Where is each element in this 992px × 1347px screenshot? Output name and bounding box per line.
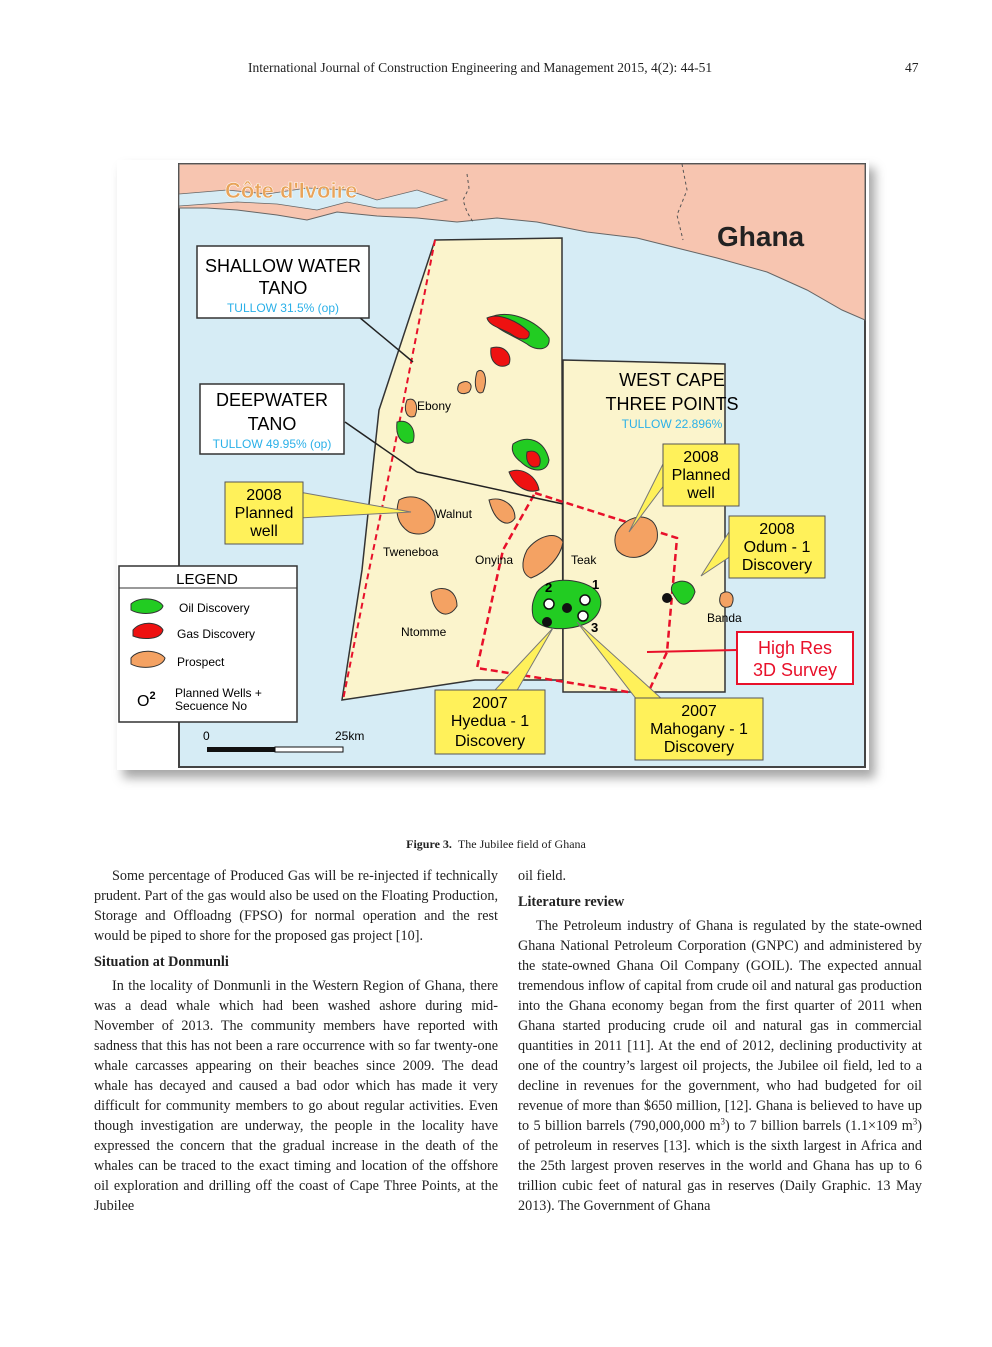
hyedua-l2: Hyedua - 1	[450, 713, 530, 730]
well-hyedua	[542, 617, 552, 627]
figure-caption-text: The Jubilee field of Ghana	[457, 837, 586, 851]
planned-well-3	[578, 611, 588, 621]
planned-right-l1: 2008	[683, 449, 719, 466]
legend-prospect-label: Prospect	[177, 655, 225, 669]
field-label-walnut: Walnut	[435, 507, 472, 521]
prospect-small-2	[475, 370, 485, 392]
ghana-label: Ghana	[717, 221, 805, 252]
field-label-onyina: Onyina	[475, 553, 514, 567]
scale-end: 25km	[335, 729, 365, 743]
survey-l1: High Res	[757, 638, 833, 658]
scale-bar-half	[275, 747, 343, 752]
odum-l2: Odum - 1	[743, 539, 811, 556]
wctp-line1: WEST CAPE	[619, 370, 725, 390]
prospect-ebony	[405, 399, 416, 417]
well-mahogany	[562, 603, 572, 613]
wctp-operator: TULLOW 22.896%	[621, 417, 723, 431]
figure-caption	[0, 837, 992, 852]
heading-situation-donmunli: Situation at Donmunli	[94, 954, 229, 970]
figure-label: Figure 3.	[406, 837, 452, 851]
shallow-operator: TULLOW 31.5% (op)	[226, 301, 340, 315]
paragraph-oil-field: oil field.	[518, 868, 567, 884]
petroleum-text-b: ) to 7 billion barrels (1.1×109 m	[725, 1118, 913, 1134]
prospect-small-1	[458, 382, 471, 394]
left-column	[94, 866, 498, 1216]
legend-planned-line1: Planned Wells +	[175, 686, 262, 700]
odum-l1: 2008	[759, 521, 795, 538]
petroleum-text-c: ) of petroleum in reserves [13]. which is the sixth largest in Africa and the 25th largest proven reserves in the world and Ghana has up to 6 trillion cubic feet of natural gas in reserves (Daily Graphic. 13 May 2013). The Government of Ghana	[518, 1118, 922, 1214]
planned-left-l2: Planned	[234, 505, 294, 522]
journal-citation: International Journal of Construction Engineering and Management 2015, 4(2): 44-51	[248, 60, 713, 75]
page-number: 47	[905, 60, 919, 75]
mahogany-l3: Discovery	[663, 739, 735, 756]
mahogany-l1: 2007	[681, 703, 717, 720]
odum-l3: Discovery	[741, 557, 813, 574]
paragraph-produced-gas: Some percentage of Produced Gas will be re-injected if technically prudent. Part of the gas would also be used on the Floating Production, Storage and Offloadng (FPSO) for normal operation and the rest would be piped to shore for the proposed gas project [10].	[94, 868, 498, 944]
superscript-3a: 3	[720, 1116, 726, 1127]
deep-operator: TULLOW 49.95% (op)	[212, 437, 332, 451]
prospect-banda	[720, 592, 733, 607]
mahogany-l2: Mahogany - 1	[650, 721, 748, 738]
paragraph-petroleum-industry	[518, 916, 922, 1216]
cote-divoire-label: Côte d'Ivoire	[225, 178, 358, 203]
wctp-line2: THREE POINTS	[605, 394, 739, 414]
planned-left-l1: 2008	[246, 487, 282, 504]
well-number-3: 3	[591, 620, 599, 635]
hyedua-l1: 2007	[472, 695, 508, 712]
superscript-3b: 3	[912, 1116, 918, 1127]
scale-start: 0	[203, 729, 210, 743]
legend-oil-label: Oil Discovery	[179, 601, 250, 615]
field-label-ebony: Ebony	[417, 399, 452, 413]
right-column	[518, 866, 922, 1216]
legend-planned-symbol: $O^2$	[137, 690, 156, 710]
planned-well-2	[544, 599, 554, 609]
planned-right-l2: Planned	[671, 467, 731, 484]
field-label-tweneboa: Tweneboa	[383, 545, 439, 559]
legend-oil-swatch	[131, 599, 163, 614]
well-odum	[662, 593, 672, 603]
survey-l2: 3D Survey	[752, 660, 838, 680]
planned-left-l3: well	[250, 523, 278, 540]
field-label-banda: Banda	[707, 611, 742, 625]
petroleum-text-a: The Petroleum industry of Ghana is regulated by the state-owned Ghana National Petroleum Corporation (GNPC) and administered by the state-owned Ghana Oil Company (GOIL). The expected annual tremendous inflow of capital from crude oil and natural gas production into the Ghana economy began from the first quarter of 2011 when Ghana started producing crude oil and natural gas in commercial quantities in 2011 [11]. At the end of 2012, declining productivity at one of the country’s largest oil projects, the Jubilee oil field, led to a decline in revenues for the government, who had budgeted for oil revenue of more than $650 million, [12]. Ghana is believed to have up to 5 billion barrels (790,000,000 m	[518, 918, 922, 1134]
hyedua-l3: Discovery	[454, 733, 526, 750]
field-label-ntomme: Ntomme	[401, 625, 447, 639]
jubilee-field-map	[117, 160, 869, 770]
deep-line1: DEEPWATER	[215, 390, 329, 410]
shallow-line1: SHALLOW WATER	[204, 256, 362, 276]
legend-gas-swatch	[133, 623, 163, 638]
well-number-1: 1	[592, 577, 600, 592]
field-label-teak: Teak	[571, 553, 597, 567]
planned-well-1	[580, 595, 590, 605]
planned-right-l3: well	[687, 485, 715, 502]
legend-planned-line2: Secuence No	[175, 699, 248, 713]
shallow-line2: TANO	[258, 278, 308, 298]
deep-line2: TANO	[247, 414, 297, 434]
legend-title: LEGEND	[176, 571, 238, 588]
paragraph-donmunli: In the locality of Donmunli in the Western Region of Ghana, there was a dead whale which had been washed ashore during mid-November of 2013. The community members have reported with sadness that this has not been a rare occurrence with so far twenty-one whale carcasses appearing on their beaches since 2009. The dead whale has decayed and caused a bad odor which has made it very difficult for community members to go about regular activities. Even though investigation are underway, the people in the locality have expressed the concern that the gradual increase in the death of the whales can be traced to the exact timing and location of the offshore oil exploration and drilling off the coast of Cape Three Points, at the Jubilee	[94, 978, 498, 1214]
legend-gas-label: Gas Discovery	[177, 627, 256, 641]
heading-literature-review: Literature review	[518, 894, 625, 910]
well-number-2: 2	[545, 580, 553, 595]
